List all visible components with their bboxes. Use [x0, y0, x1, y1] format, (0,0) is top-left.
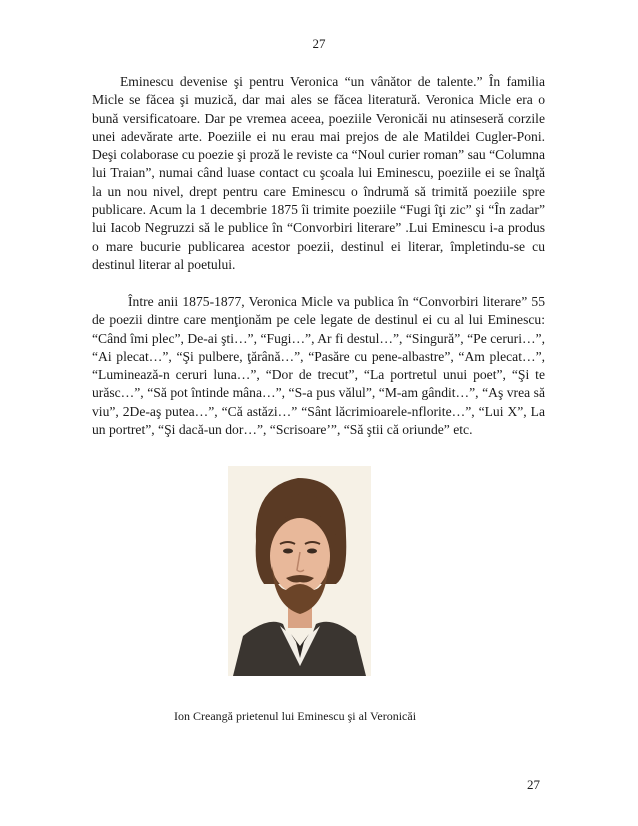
portrait-image	[228, 466, 371, 676]
page-number-top: 27	[312, 36, 326, 51]
paragraph-1: Eminescu devenise şi pentru Veronica “un vânător de talente.” În familia Micle se făcea şi muzică, dar mai ales se făcea literatură. Veronica Micle era o bună versificatoare. Dar pe vremea aceea, poeziile Veronicăi nu atinseseră corzile unei adevărate arte. Poeziile ei nu erau mai prejos de ale Matildei Cugler-Poni. Deşi colaborase cu poezie şi proză le reviste ca “Noul curier roman” sau “Columna lui Traian”, numai când luase contact cu şcoala lui Eminescu, poeziile ei se înalţă la un nou nivel, drept pentru care Eminescu o îndrumă să trimită poeziile spre publicare. Acum la 1 decembrie 1875 îi trimite poeziile “Fugi îţi zic” şi “În zadar” lui Iacob Negruzzi să le publice în “Convorbiri literare” .Lui Eminescu i-a produs o mare bucurie publicarea acestor poezii, destinul ei literar, împletindu-se cu destinul literar al poetului.	[92, 74, 545, 272]
figure-caption: Ion Creangă prietenul lui Eminescu şi al Veronicăi	[174, 709, 417, 723]
paragraph-2: Între anii 1875-1877, Veronica Micle va publica în “Convorbiri literare” 55 de poezii dintre care menţionăm pe cele legate de destinul ei cu al lui Eminescu: “Când îmi plec”, De-ai şti…”, “Fugi…”, Ar fi destul…”, “Singură”, “Pe ceruri…”, “Ai plecat…”, “Şi pulbere, ţărână…”, “Pasăre cu pene-albastre”, “Am plecat…”, “Luminează-n ceruri luna…”, “Dor de trecut”, “La portretul unui poet”, “Şi te urăsc…”, “Să pot întinde mâna…”, “S-a pus vălul”, “M-am gândit…”, “Aş vrea să viu”, 2De-aş putea…”, “Că astăzi…” “Sânt lăcrimioarele-nflorite…”, “Lui X”, La un portret”, “Şi dacă-un dor…”, “Scrisoare’”, “Să ştii că oriunde” etc.	[92, 294, 545, 438]
page-number-bottom: 27	[527, 777, 540, 792]
